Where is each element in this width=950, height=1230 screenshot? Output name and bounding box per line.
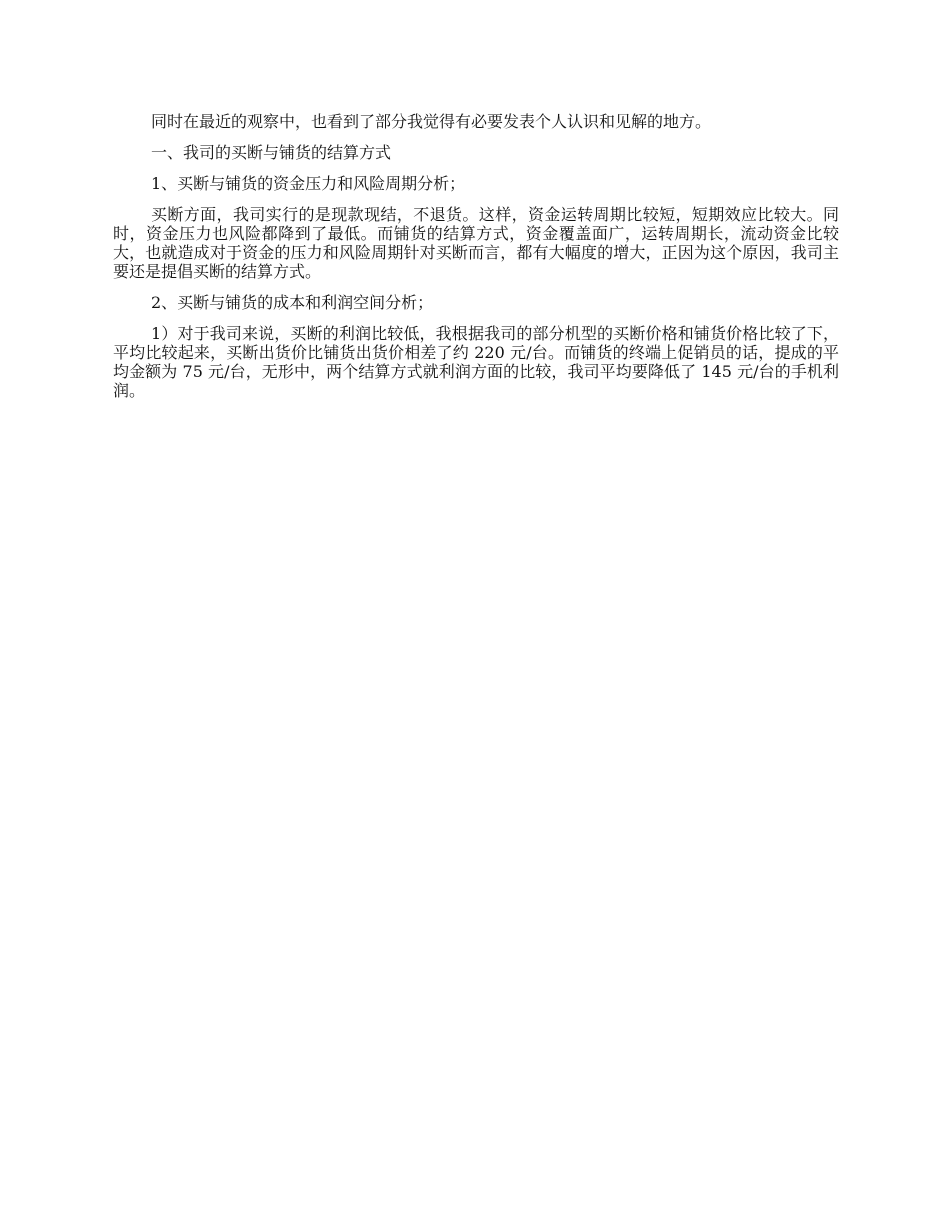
subheading-cost-profit: 2、买断与铺货的成本和利润空间分析； (151, 293, 434, 312)
intro-paragraph: 同时在最近的观察中，也看到了部分我觉得有必要发表个人认识和见解的地方。 (151, 112, 712, 131)
document-body (113, 112, 839, 412)
subheading-capital-pressure-risk: 1、买断与铺货的资金压力和风险周期分析； (151, 174, 466, 193)
section-heading-settlement-methods: 一、我司的买断与铺货的结算方式 (151, 143, 392, 162)
paragraph-buyout-analysis: 买断方面，我司实行的是现款现结，不退货。这样，资金运转周期比较短，短期效应比较大。同时，资金压力也风险都降到了最低。而铺货的结算方式，资金覆盖面广，运转周期长，流动资金比较大，也就造成对于资金的压力和风险周期针对买断而言，都有大幅度的增大，正因为这个原因，我司主要还是提倡买断的结算方式。 (113, 205, 839, 281)
paragraph-profit-comparison: 1）对于我司来说，买断的利润比较低，我根据我司的部分机型的买断价格和铺货价格比较了下，平均比较起来，买断出货价比铺货出货价相差了约 220 元/台。而铺货的终端上促销员的话，提成的平均金额为 75 元/台，无形中，两个结算方式就利润方面的比较，我司平均要降低了 145 元/台的手机利润。 (113, 324, 839, 400)
